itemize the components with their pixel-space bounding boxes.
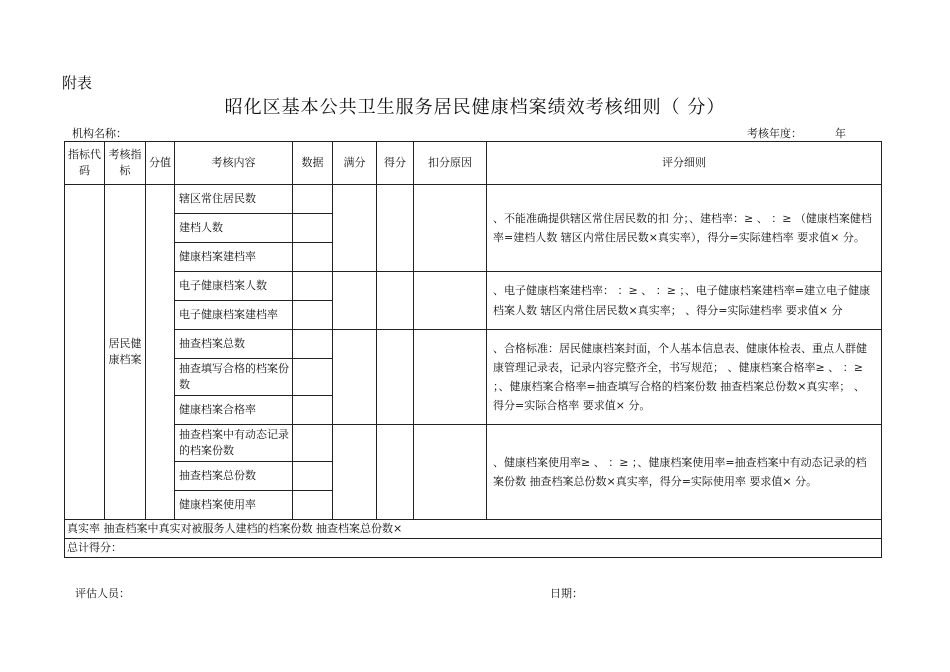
col-header-full-score: 满分 [333, 142, 377, 185]
assessment-year-label: 考核年度： [747, 127, 802, 140]
col-header-data: 数据 [293, 142, 333, 185]
full-score-cell [333, 185, 377, 272]
deduction-reason-cell[interactable] [414, 185, 487, 272]
data-cell[interactable] [293, 272, 333, 301]
data-cell[interactable] [293, 185, 333, 214]
col-header-deduction-reason: 扣分原因 [414, 142, 487, 185]
scoring-rule: 、不能准确提供辖区常住居民数的扣 分；、建档率：≥ 、 ：≥ （健康档案健档率=建档人数 辖区内常住居民数×真实率），得分=实际建档率 要求值× 分。 [487, 185, 882, 272]
full-score-cell [333, 272, 377, 330]
score-cell[interactable] [377, 272, 414, 330]
content-item: 抽查档案中有动态记录的档案份数 [175, 425, 293, 462]
content-item: 抽查档案总数 [175, 330, 293, 359]
content-item: 建档人数 [175, 214, 293, 243]
total-row [65, 539, 882, 558]
col-header-content: 考核内容 [175, 142, 293, 185]
data-cell[interactable] [293, 214, 333, 243]
scoring-rule: 、合格标准：居民健康档案封面，个人基本信息表、健康体检表、重点人群健康管理记录表，记录内容完整齐全，书写规范； 、健康档案合格率≥ 、 ：≥ ；、健康档案合格率=抽查填写合格的档案份数 抽查档案总份数×真实率； 、得分=实际合格率 要求值× 分。 [487, 330, 882, 425]
table-row [65, 185, 882, 214]
content-item: 电子健康档案人数 [175, 272, 293, 301]
col-header-score: 得分 [377, 142, 414, 185]
col-header-indicator: 考核指标 [105, 142, 146, 185]
deduction-reason-cell[interactable] [414, 330, 487, 425]
org-name-label: 机构名称： [72, 127, 127, 140]
scoring-rule: 、健康档案使用率≥ 、 ：≥ ；、健康档案使用率=抽查档案中有动态记录的档案份数 抽查档案总份数×真实率，得分=实际使用率 要求值× 分。 [487, 425, 882, 520]
col-header-score-value: 分值 [146, 142, 175, 185]
deduction-reason-cell[interactable] [414, 272, 487, 330]
deduction-reason-cell[interactable] [414, 425, 487, 520]
content-item: 抽查填写合格的档案份数 [175, 359, 293, 396]
table-header-row [65, 142, 882, 185]
data-cell[interactable] [293, 462, 333, 491]
footnote-row [65, 520, 882, 539]
content-item: 健康档案合格率 [175, 396, 293, 425]
table-row [65, 272, 882, 301]
data-cell[interactable] [293, 243, 333, 272]
data-cell[interactable] [293, 396, 333, 425]
full-score-cell [333, 425, 377, 520]
indicator-cell: 居民健康档案 [105, 185, 146, 520]
score-value-cell [146, 185, 175, 520]
col-header-scoring-rules: 评分细则 [487, 142, 882, 185]
indicator-code-cell [65, 185, 105, 520]
year-unit-label: 年 [835, 127, 846, 140]
document-title: 昭化区基本公共卫生服务居民健康档案绩效考核细则（ 分） [224, 97, 726, 118]
date-label: 日期： [550, 587, 583, 600]
total-score-label[interactable]: 总计得分： [65, 539, 882, 558]
table-row [65, 330, 882, 359]
scoring-rule: 、电子健康档案建档率： ：≥ 、 ：≥ ；、电子健康档案建档率=建立电子健康档案人数 辖区内常住居民数×真实率； 、得分=实际建档率 要求值× 分 [487, 272, 882, 330]
full-score-cell [333, 330, 377, 425]
content-item: 电子健康档案建档率 [175, 301, 293, 330]
true-rate-footnote: 真实率 抽查档案中真实对被服务人建档的档案份数 抽查档案总份数× [65, 520, 882, 539]
data-cell[interactable] [293, 330, 333, 359]
score-cell[interactable] [377, 330, 414, 425]
assessment-table [64, 141, 882, 558]
content-item: 抽查档案总份数 [175, 462, 293, 491]
content-item: 辖区常住居民数 [175, 185, 293, 214]
data-cell[interactable] [293, 491, 333, 520]
data-cell[interactable] [293, 425, 333, 462]
score-cell[interactable] [377, 425, 414, 520]
assessor-label: 评估人员： [75, 587, 130, 600]
score-cell[interactable] [377, 185, 414, 272]
data-cell[interactable] [293, 359, 333, 396]
content-item: 健康档案建档率 [175, 243, 293, 272]
col-header-indicator-code: 指标代码 [65, 142, 105, 185]
table-row [65, 425, 882, 462]
content-item: 健康档案使用率 [175, 491, 293, 520]
data-cell[interactable] [293, 301, 333, 330]
appendix-label: 附表 [62, 74, 93, 92]
